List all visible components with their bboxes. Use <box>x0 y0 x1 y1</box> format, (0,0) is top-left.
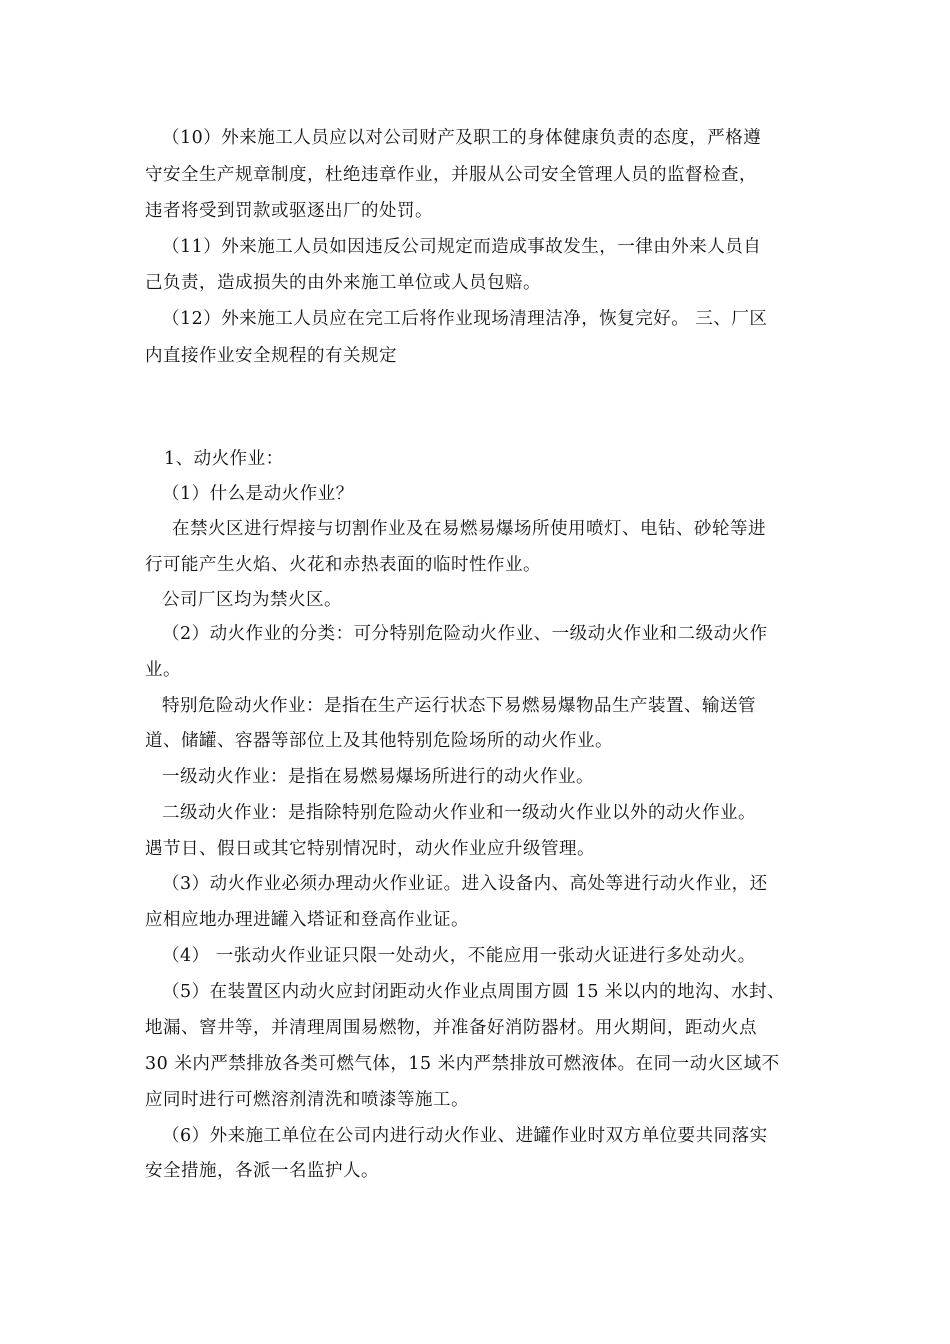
section-heading: 1、动火作业： <box>164 449 284 469</box>
text-line: （11）外来施工人员如因违反公司规定而造成事故发生，一律由外来人员自 <box>162 237 762 257</box>
text-line: 违者将受到罚款或驱逐出厂的处罚。 <box>145 201 433 221</box>
text-line: 应同时进行可燃溶剂清洗和喷漆等施工。 <box>145 1090 469 1110</box>
text-line: 行可能产生火焰、火花和赤热表面的临时性作业。 <box>145 555 541 575</box>
text-line: 应相应地办理进罐入塔证和登高作业证。 <box>145 910 469 930</box>
text-line: 30 米内严禁排放各类可燃气体，15 米内严禁排放可燃液体。在同一动火区域不 <box>145 1054 780 1074</box>
text-line: （6）外来施工单位在公司内进行动火作业、进罐作业时双方单位要共同落实 <box>162 1126 768 1146</box>
text-line: 公司厂区均为禁火区。 <box>162 590 342 610</box>
text-line: （2）动火作业的分类：可分特别危险动火作业、一级动火作业和二级动火作 <box>162 624 768 644</box>
text-line: 一级动火作业：是指在易燃易爆场所进行的动火作业。 <box>162 767 594 787</box>
text-line: 地漏、窨井等，并清理周围易燃物，并准备好消防器材。用火期间，距动火点 <box>145 1018 757 1038</box>
text-line: （5）在装置区内动火应封闭距动火作业点周围方圆 15 米以内的地沟、水封、 <box>162 982 786 1002</box>
text-line: （1）什么是动火作业？ <box>162 484 354 504</box>
text-line: （4） 一张动火作业证只限一处动火，不能应用一张动火证进行多处动火。 <box>162 946 756 966</box>
text-line: 在禁火区进行焊接与切割作业及在易燃易爆场所使用喷灯、电钻、砂轮等进 <box>172 519 766 539</box>
text-line: 遇节日、假日或其它特别情况时，动火作业应升级管理。 <box>145 839 595 859</box>
text-line: 道、储罐、容器等部位上及其他特别危险场所的动火作业。 <box>145 731 613 751</box>
text-line: （10）外来施工人员应以对公司财产及职工的身体健康负责的态度，严格遵 <box>162 128 762 148</box>
text-line: 己负责，造成损失的由外来施工单位或人员包赔。 <box>145 273 541 293</box>
text-line: （3）动火作业必须办理动火作业证。进入设备内、高处等进行动火作业，还 <box>162 874 768 894</box>
text-line: 二级动火作业：是指除特别危险动火作业和一级动火作业以外的动火作业。 <box>162 803 756 823</box>
text-line: 业。 <box>145 660 181 680</box>
text-line: 安全措施，各派一名监护人。 <box>145 1161 379 1181</box>
text-line: 特别危险动火作业：是指在生产运行状态下易燃易爆物品生产装置、输送管 <box>162 696 756 716</box>
text-line: 内直接作业安全规程的有关规定 <box>145 346 397 366</box>
text-line: （12）外来施工人员应在完工后将作业现场清理洁净，恢复完好。 三、厂区 <box>162 309 768 329</box>
text-line: 守安全生产规章制度，杜绝违章作业，并服从公司安全管理人员的监督检查， <box>145 165 757 185</box>
